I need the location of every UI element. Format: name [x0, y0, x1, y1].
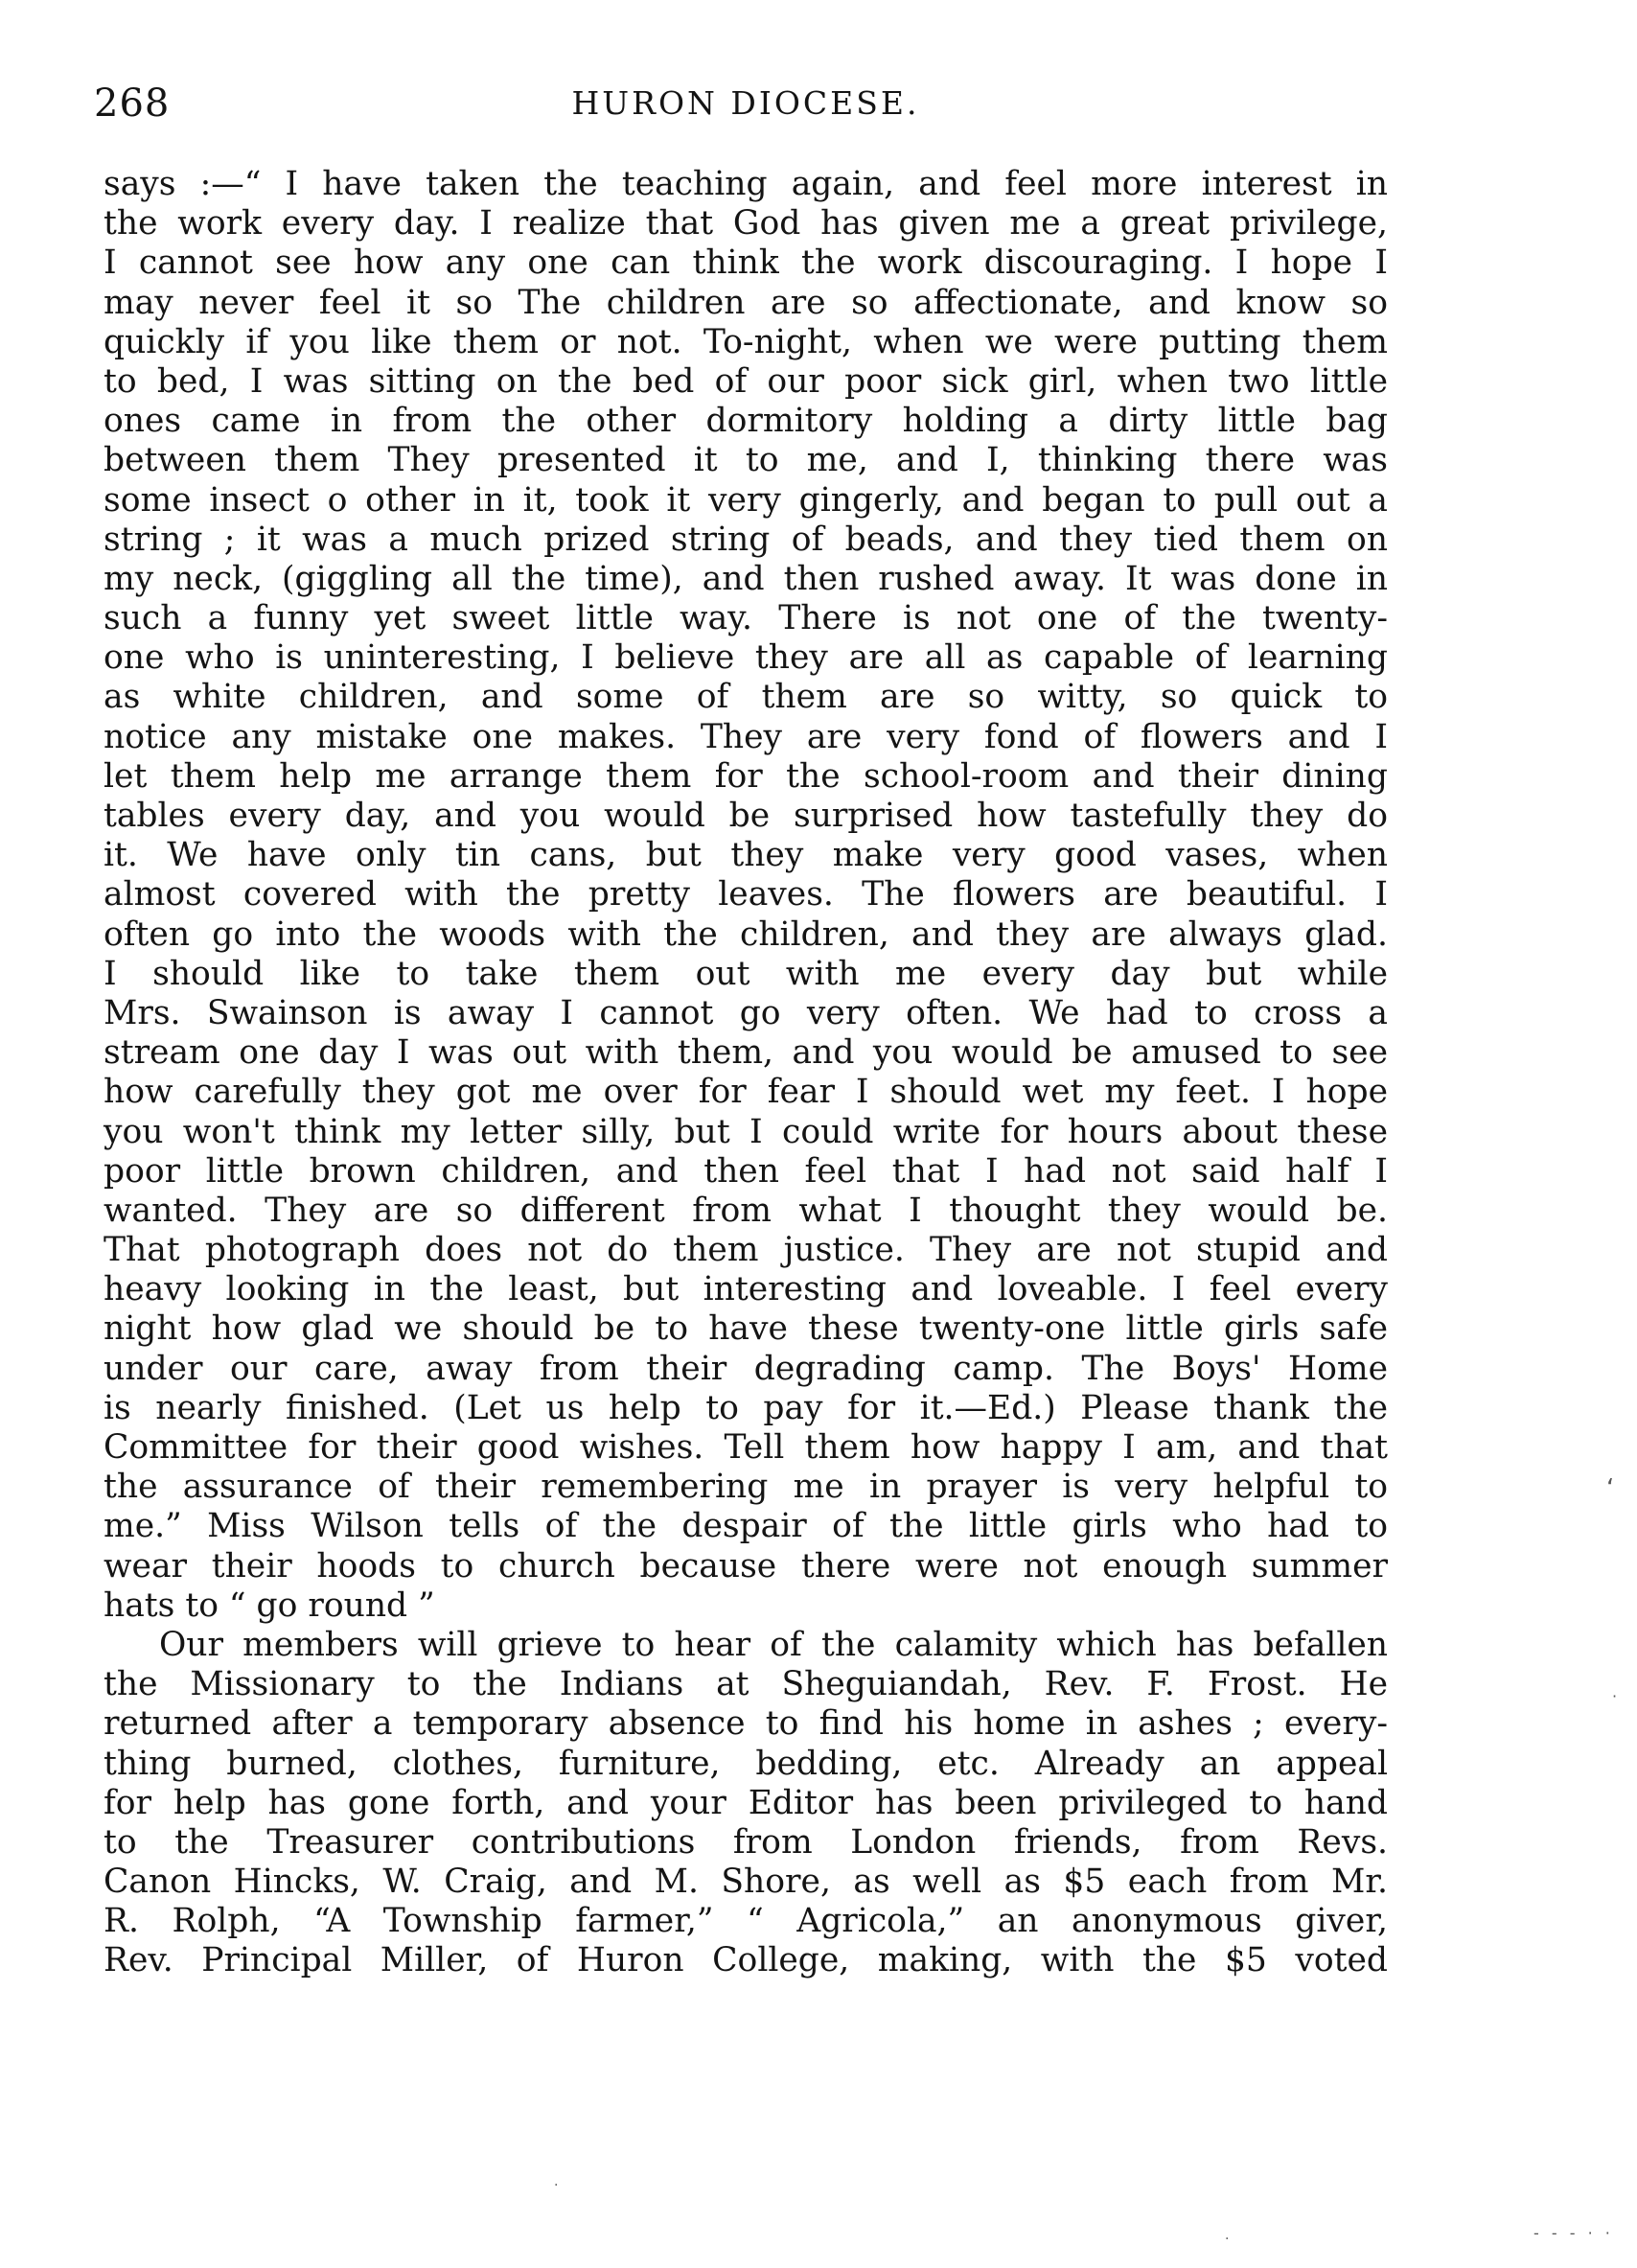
- text-line: I cannot see how any one can think the work discouraging. I hope I: [104, 243, 1388, 283]
- text-line: let them help me arrange them for the school-room and their dining: [104, 756, 1388, 796]
- text-line: tables every day, and you would be surprised how tastefully they do: [104, 797, 1388, 835]
- text-line: is nearly finished. (Let us help to pay for it.—Ed.) Please thank the: [104, 1388, 1388, 1427]
- text-line: night how glad we should be to have these twenty-one little girls safe: [104, 1309, 1388, 1349]
- text-line: says :—“ I have taken the teaching again, and feel more interest in: [104, 165, 1388, 203]
- text-line: such a funny yet sweet little way. There is not one of the twenty-: [104, 599, 1388, 638]
- page-header: [94, 75, 1397, 132]
- text-line: under our care, away from their degrading camp. The Boys' Home: [104, 1349, 1388, 1388]
- text-line: may never feel it so The children are so affectionate, and know so: [104, 283, 1388, 322]
- text-line: notice any mistake one makes. They are very fond of flowers and I: [104, 717, 1388, 756]
- text-line: ones came in from the other dormitory holding a dirty little bag: [104, 402, 1388, 441]
- paragraph-first-line: Our members will grieve to hear of the calamity which has befallen: [159, 1625, 1388, 1664]
- text-line: That photograph does not do them justice. They are not stupid and: [104, 1231, 1388, 1270]
- text-line: R. Rolph, “A Township farmer,” “ Agricola,” an anonymous giver,: [104, 1902, 1388, 1941]
- text-line: Mrs. Swainson is away I cannot go very often. We had to cross a: [104, 993, 1388, 1032]
- text-line: the assurance of their remembering me in prayer is very helpful to: [104, 1468, 1388, 1507]
- text-line: for help has gone forth, and your Editor has been privileged to hand: [104, 1783, 1388, 1822]
- text-line: how carefully they got me over for fear I should wet my feet. I hope: [104, 1073, 1388, 1112]
- text-line: between them They presented it to me, and I, thinking there was: [104, 441, 1388, 480]
- text-line: stream one day I was out with them, and you would be amused to see: [104, 1033, 1388, 1073]
- text-line: the work every day. I realize that God has given me a great privilege,: [104, 204, 1388, 243]
- text-line: you won't think my letter silly, but I could write for hours about these: [104, 1112, 1388, 1151]
- text-line: my neck, (giggling all the time), and then rushed away. It was done in: [104, 559, 1388, 598]
- text-line: returned after a temporary absence to find his home in ashes ; every-: [104, 1704, 1388, 1744]
- margin-mark: ·: [1225, 2232, 1230, 2247]
- text-line: one who is uninteresting, I believe they are all as capable of learning: [104, 638, 1388, 678]
- text-line: almost covered with the pretty leaves. The flowers are beautiful. I: [104, 875, 1388, 914]
- text-line: poor little brown children, and then feel that I had not said half I: [104, 1151, 1388, 1191]
- text-line: to bed, I was sitting on the bed of our poor sick girl, when two little: [104, 361, 1388, 401]
- text-line: often go into the woods with the children, and they are always glad.: [104, 914, 1388, 954]
- running-head: HURON DIOCESE.: [571, 84, 920, 122]
- text-line: quickly if you like them or not. To-night, when we were putting them: [104, 322, 1388, 361]
- margin-mark: ·: [554, 2178, 559, 2193]
- text-line: Canon Hincks, W. Craig, and M. Shore, as well as $5 each from Mr.: [104, 1863, 1388, 1902]
- margin-mark: ‘: [1606, 1474, 1615, 1503]
- page-number: 268: [94, 81, 171, 126]
- margin-mark: ·: [1612, 1687, 1618, 1705]
- text-line: me.” Miss Wilson tells of the despair of the little girls who had to: [104, 1507, 1388, 1546]
- text-line: the Missionary to the Indians at Sheguiandah, Rev. F. Frost. He: [104, 1665, 1388, 1704]
- text-line: as white children, and some of them are so witty, so quick to: [104, 678, 1388, 717]
- text-line: some insect o other in it, took it very gingerly, and began to pull out a: [104, 480, 1388, 520]
- text-line: thing burned, clothes, furniture, bedding, etc. Already an appeal: [104, 1744, 1388, 1783]
- text-line: wanted. They are so different from what I thought they would be.: [104, 1191, 1388, 1230]
- text-line: I should like to take them out with me every day but while: [104, 954, 1388, 993]
- text-line: it. We have only tin cans, but they make very good vases, when: [104, 836, 1388, 875]
- text-line: string ; it was a much prized string of beads, and they tied them on: [104, 520, 1388, 559]
- text-line: wear their hoods to church because there were not enough summer: [104, 1546, 1388, 1585]
- text-line: to the Treasurer contributions from London friends, from Revs.: [104, 1822, 1388, 1862]
- margin-mark: - - - · ·: [1533, 2224, 1614, 2242]
- text-line: Rev. Principal Miller, of Huron College, making, with the $5 voted: [104, 1941, 1388, 1980]
- text-line: hats to “ go round ”: [104, 1585, 435, 1625]
- text-line: heavy looking in the least, but interesting and loveable. I feel every: [104, 1270, 1388, 1309]
- body-text: [104, 165, 1388, 1981]
- text-line: Committee for their good wishes. Tell them how happy I am, and that: [104, 1428, 1388, 1467]
